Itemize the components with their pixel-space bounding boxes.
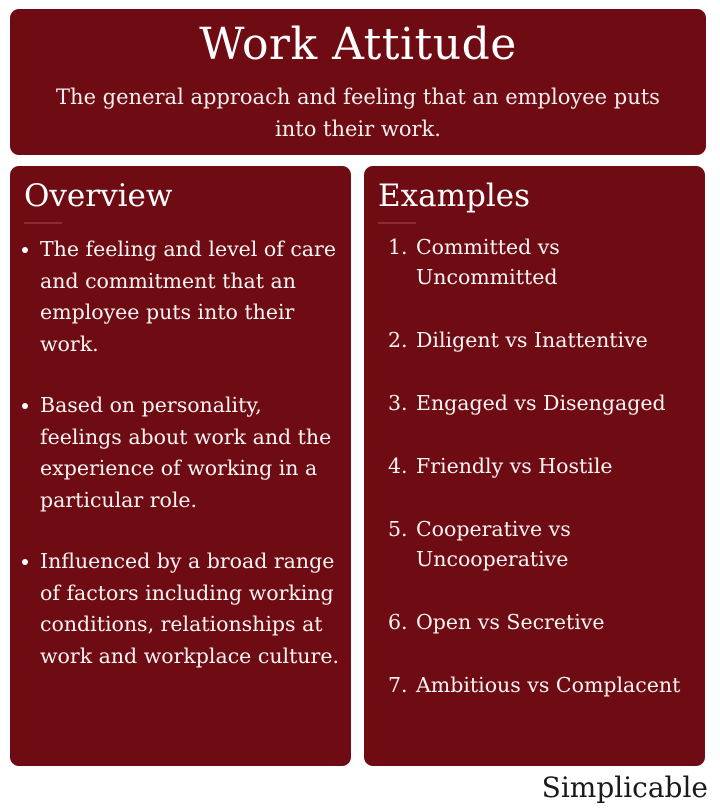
example-item	[364, 232, 697, 292]
example-item	[364, 451, 697, 481]
bullet-icon	[22, 247, 28, 253]
page-title: Work Attitude	[199, 19, 517, 70]
example-number: 5.	[388, 517, 408, 541]
overview-item-text: Influenced by a broad range of factors including working conditions, relationships at work and workplace culture.	[40, 549, 339, 668]
example-text: Ambitious vs Complacent	[416, 673, 681, 697]
example-text: Friendly vs Hostile	[416, 454, 613, 478]
overview-item	[10, 546, 341, 672]
overview-item	[10, 390, 341, 516]
examples-card	[364, 166, 705, 766]
example-number: 4.	[388, 454, 408, 478]
overview-card	[10, 166, 351, 766]
brand-logo-text: Simplicable	[541, 771, 708, 804]
overview-title: Overview	[24, 178, 173, 214]
page-subtitle: The general approach and feeling that an employee puts into their work.	[56, 85, 660, 141]
overview-title-underline	[24, 222, 62, 224]
overview-list	[10, 234, 351, 672]
example-number: 2.	[388, 328, 408, 352]
example-text: Diligent vs Inattentive	[416, 328, 648, 352]
example-item	[364, 670, 697, 700]
examples-list	[364, 232, 705, 700]
overview-item-text: The feeling and level of care and commitment that an employee puts into their work.	[40, 237, 336, 356]
example-text: Committed vs Uncommitted	[416, 235, 560, 289]
examples-title-underline	[378, 222, 416, 224]
example-text: Open vs Secretive	[416, 610, 605, 634]
example-text: Engaged vs Disengaged	[416, 391, 666, 415]
overview-item	[10, 234, 341, 360]
example-item	[364, 514, 697, 574]
example-number: 7.	[388, 673, 408, 697]
overview-item-text: Based on personality, feelings about work and the experience of working in a particular role.	[40, 393, 332, 512]
example-number: 3.	[388, 391, 408, 415]
bullet-icon	[22, 559, 28, 565]
example-item	[364, 388, 697, 418]
example-number: 6.	[388, 610, 408, 634]
examples-title: Examples	[378, 178, 531, 214]
example-text: Cooperative vs Uncooperative	[416, 517, 571, 571]
header-card	[10, 9, 706, 155]
example-number: 1.	[388, 235, 408, 259]
example-item	[364, 325, 697, 355]
example-item	[364, 607, 697, 637]
bullet-icon	[22, 403, 28, 409]
